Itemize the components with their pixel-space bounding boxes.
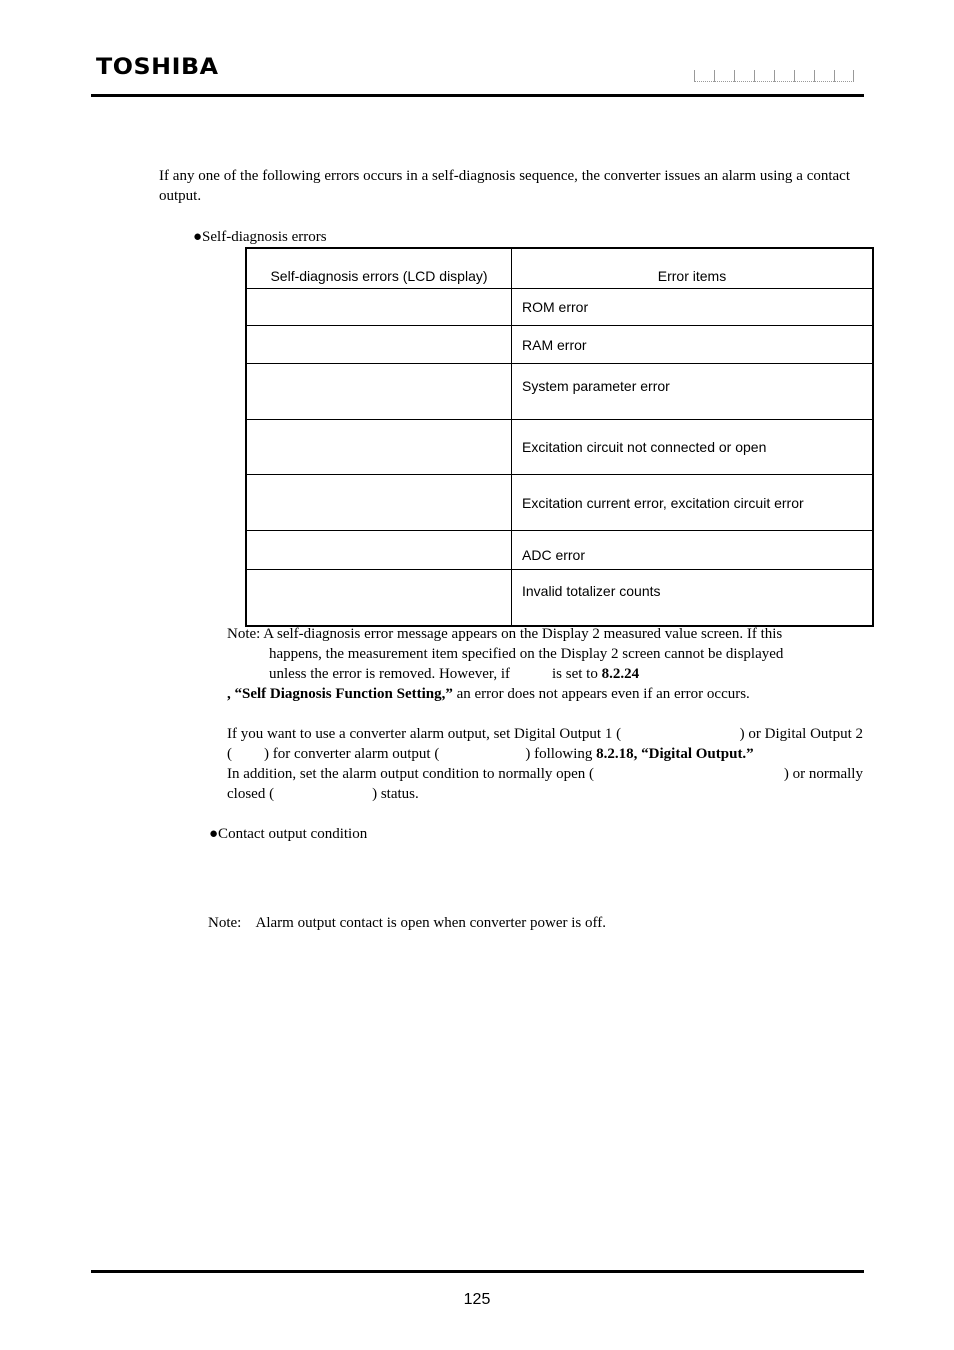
table-cell-display	[246, 531, 512, 570]
alarm-text: ) following	[525, 746, 597, 762]
contact-output-heading: ●Contact output condition	[209, 826, 368, 842]
note-line	[227, 664, 863, 684]
table-cell-item: Excitation circuit not connected or open	[512, 420, 874, 475]
header-rule	[91, 94, 864, 97]
table-row	[246, 420, 873, 475]
alarm-text: ) for converter alarm output (	[264, 746, 440, 762]
note-text: unless the error is removed. However, if	[269, 666, 510, 682]
table-cell-item: ADC error	[512, 531, 874, 570]
alarm-text: ) or normally	[783, 766, 863, 782]
table-cell-item: ROM error	[512, 289, 874, 326]
table-header-display: Self-diagnosis errors (LCD display)	[246, 248, 512, 289]
self-diagnosis-errors-heading: ●Self-diagnosis errors	[193, 229, 327, 245]
table-row	[246, 364, 873, 420]
alarm-text: ) status.	[372, 786, 419, 802]
table-cell-display	[246, 364, 512, 420]
table-cell-display	[246, 475, 512, 531]
table-cell-display	[246, 420, 512, 475]
table-cell-display	[246, 289, 512, 326]
table-row	[246, 531, 873, 570]
table-cell-item: RAM error	[512, 326, 874, 364]
document-code-boxes	[694, 70, 854, 82]
alarm-output-paragraph	[227, 724, 863, 804]
section-reference: 8.2.24	[601, 666, 640, 682]
note-text: is set to	[552, 666, 598, 682]
table-cell-item: Invalid totalizer counts	[512, 570, 874, 626]
intro-paragraph: If any one of the following errors occurs in a self-diagnosis sequence, the converter issues an alarm using a contact output.	[159, 168, 850, 204]
table-row	[246, 289, 873, 326]
footer-rule	[91, 1270, 864, 1273]
self-diagnosis-error-table	[245, 247, 874, 627]
page-number: 125	[463, 1291, 491, 1308]
alarm-text: In addition, set the alarm output condition to normally open (	[227, 766, 595, 782]
table-row	[246, 570, 873, 626]
note-line: Note: A self-diagnosis error message appears on the Display 2 measured value screen. If this	[227, 626, 783, 642]
toshiba-logo: TOSHIBA	[96, 55, 219, 80]
section-reference: , “Self Diagnosis Function Setting,”	[227, 686, 453, 702]
alarm-line	[227, 764, 863, 784]
note-line	[227, 684, 863, 704]
alarm-line	[227, 744, 863, 764]
table-cell-item: System parameter error	[512, 364, 874, 420]
section-reference: 8.2.18, “Digital Output.”	[596, 746, 754, 762]
alarm-line	[227, 724, 863, 744]
alarm-text: If you want to use a converter alarm output, set Digital Output 1 (	[227, 726, 622, 742]
note-text: an error does not appears even if an error occurs.	[452, 686, 750, 702]
table-cell-item: Excitation current error, excitation circuit error	[512, 475, 874, 531]
alarm-line	[227, 784, 863, 804]
table-cell-display	[246, 570, 512, 626]
table-cell-display	[246, 326, 512, 364]
alarm-text: ) or Digital Output 2	[739, 726, 863, 742]
self-diagnosis-note	[227, 624, 863, 704]
table-header-row	[246, 248, 873, 289]
power-off-note: Note: Alarm output contact is open when converter power is off.	[208, 915, 606, 931]
alarm-text: (	[227, 746, 232, 762]
table-row	[246, 326, 873, 364]
alarm-text: closed (	[227, 786, 275, 802]
table-header-items: Error items	[512, 248, 874, 289]
table-row	[246, 475, 873, 531]
note-line: happens, the measurement item specified on the Display 2 screen cannot be displayed	[269, 646, 784, 662]
